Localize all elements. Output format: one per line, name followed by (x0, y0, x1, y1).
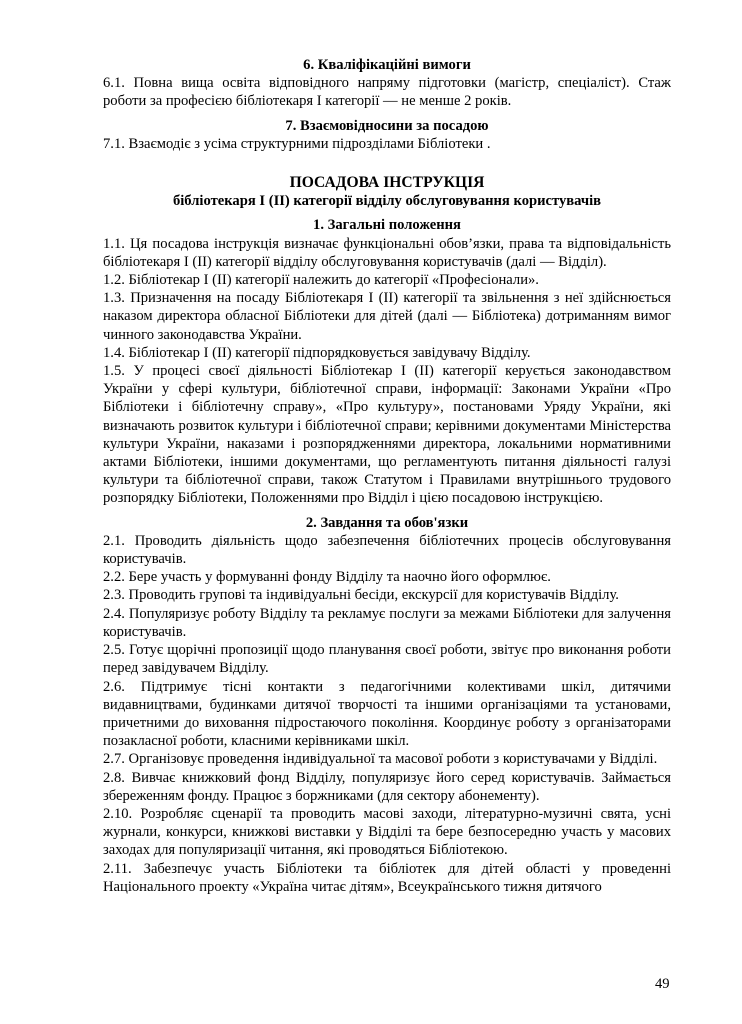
paragraph-1-4: 1.4. Бібліотекар І (ІІ) категорії підпорядковується завідувачу Відділу. (103, 344, 531, 361)
document-page (103, 56, 671, 896)
part-2-heading: 2. Завдання та обов'язки (305, 514, 469, 531)
section-7-heading: 7. Взаємовідносини за посадою (285, 117, 489, 134)
section-6-heading: 6. Кваліфікаційні вимоги (303, 57, 471, 73)
paragraph-1-3: 1.3. Призначення на посаду Бібліотекаря І (ІІ) категорії та звільнення з неї здійснюється наказом директора обласної Бібліотеки для дітей (далі — Бібліотека) дотриманням вимог чинного законодавства України. (103, 290, 671, 343)
paragraph-2-4: 2.4. Популяризує роботу Відділу та рекламує послуги за межами Бібліотеки для залучення користувачів. (103, 605, 671, 640)
instruction-subtitle: бібліотекаря І (ІІ) категорії відділу обслуговування користувачів (172, 193, 602, 210)
paragraph-1-5: 1.5. У процесі своєї діяльності Бібліотекар І (ІІ) категорії керується законодавством України у сфері культури, бібліотечної справи, інформації: Законами України «Про Бібліотеки і бібліотечну справу», «Про культуру», постановами Уряду України, які визначають розвиток культури і бібліотечної справи; керівними документами Міністерства культури України, наказами і розпорядженнями директора, локальними нормативними актами Бібліотеки, іншими документами, що регламентують питання діяльності галузі культури та бібліотечної справи, також Статутом і Правилами внутрішнього трудового розпорядку Бібліотеки, Положеннями про Відділ і цією посадовою інструкцією. (103, 363, 671, 507)
paragraph-6-1: 6.1. Повна вища освіта відповідного напряму підготовки (магістр, спеціаліст). Стаж роботи за професією бібліотекаря І категорії — не менше 2 років. (103, 75, 671, 110)
paragraph-2-2: 2.2. Бере участь у формуванні фонду Відділу та наочно його оформлює. (103, 569, 551, 586)
paragraph-1-2: 1.2. Бібліотекар І (ІІ) категорії належить до категорії «Професіонали». (103, 272, 539, 289)
paragraph-7-1: 7.1. Взаємодіє з усіма структурними підрозділами Бібліотеки . (103, 135, 491, 152)
paragraph-2-3: 2.3. Проводить групові та індивідуальні бесіди, екскурсії для користувачів Відділу. (103, 587, 619, 604)
paragraph-2-6: 2.6. Підтримує тісні контакти з педагогічними колективами шкіл, дитячими видавництвами, будинками дитячої творчості та іншими організаціями та установами, причетними до виховання підростаючого покоління. Координує роботу з організаторами позакласної роботи, класними керівниками шкіл. (103, 678, 671, 750)
paragraph-2-1: 2.1. Проводить діяльність щодо забезпечення бібліотечних процесів обслуговування користувачів. (103, 532, 671, 568)
instruction-title: ПОСАДОВА ІНСТРУКЦІЯ (289, 174, 485, 192)
paragraph-2-11: 2.11. Забезпечує участь Бібліотеки та бібліотек для дітей області у проведенні Національного проекту «Україна читає дітям», Всеукраїнського тижня дитячого (103, 860, 671, 895)
paragraph-2-5: 2.5. Готує щорічні пропозиції щодо планування своєї роботи, звітує про виконання роботи перед завідувачем Відділу. (103, 642, 671, 677)
paragraph-2-7: 2.7. Організовує проведення індивідуальної та масової роботи з користувачами у Відділі. (103, 751, 658, 768)
paragraph-2-10: 2.10. Розробляє сценарії та проводить масові заходи, літературно-музичні свята, усні журнали, конкурси, книжкові виставки у Відділі та бере безпосередню участь у масових заходах для популяризації читання, які проводяться Бібліотекою. (103, 805, 671, 859)
part-1-heading: 1. Загальні положення (313, 217, 461, 234)
page-number: 49 (655, 976, 670, 992)
paragraph-1-1: 1.1. Ця посадова інструкція визначає функціональні обов’язки, права та відповідальність бібліотекаря І (ІІ) категорії відділу обслуговування користувачів (далі — Відділ). (103, 235, 671, 270)
paragraph-2-8: 2.8. Вивчає книжковий фонд Відділу, популяризує його серед користувачів. Займається збереженням фонду. Працює з боржниками (для сектору абонементу). (103, 769, 671, 804)
